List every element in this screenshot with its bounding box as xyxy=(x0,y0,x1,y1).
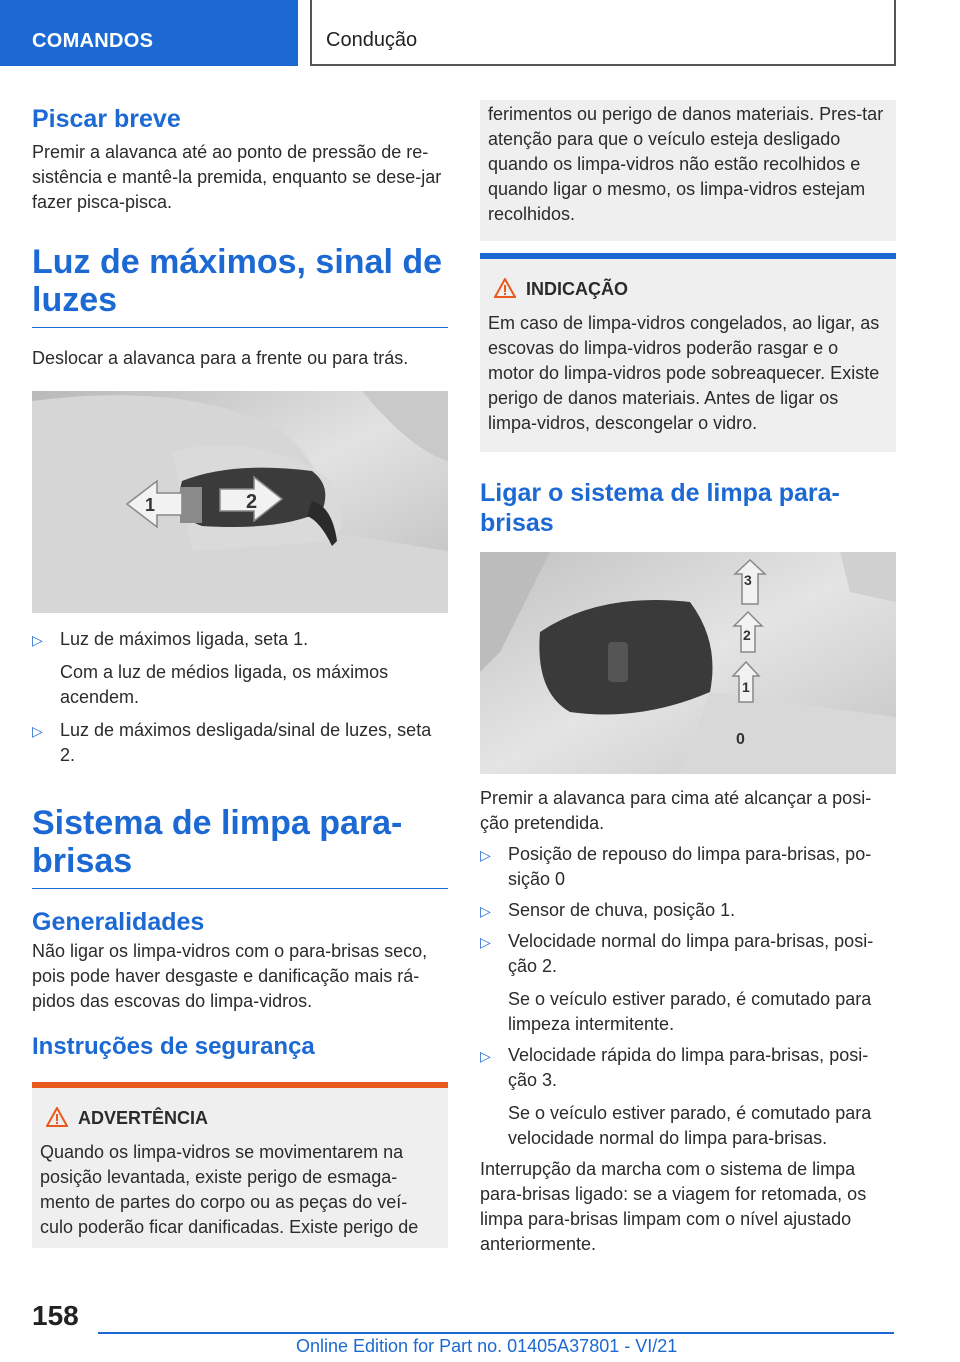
triangle-bullet-icon: ▷ xyxy=(32,632,43,648)
warning-box xyxy=(32,1082,448,1248)
warning-title: ADVERTÊNCIA xyxy=(40,1106,440,1134)
footer-divider xyxy=(98,1332,894,1334)
heading-sistema-limpa: Sistema de limpa para-brisas xyxy=(32,804,448,889)
warning-triangle-icon xyxy=(46,1107,68,1134)
warning-text-continued: ferimentos ou perigo de danos materiais. Pres-tar atenção para que o veículo esteja desligado quando os limpa-vidros não estão recolhidos e quando ligar o mesmo, os limpa-vidros estejam recolhidos. xyxy=(488,104,884,224)
lever-illustration xyxy=(32,391,448,613)
heading-instrucoes-seguranca: Instruções de segurança xyxy=(32,1033,315,1060)
paragraph-piscar-breve: Premir a alavanca até ao ponto de pressão de re-sistência e mantê-la premida, enquanto se dese-jar fazer pisca-pisca. xyxy=(32,142,442,212)
figure-wiper-lever xyxy=(480,552,896,774)
edition-footer: Online Edition for Part no. 01405A37801 - VI/21 xyxy=(296,1336,678,1356)
paragraph-generalidades: Não ligar os limpa-vidros com o para-brisas seco, pois pode haver desgaste e danificação mais rá-pidos das escovas do limpa-vidros. xyxy=(32,941,428,1011)
triangle-bullet-icon: ▷ xyxy=(480,847,491,863)
triangle-bullet-icon: ▷ xyxy=(480,934,491,950)
warning-text: Quando os limpa-vidros se movimentarem na posição levantada, existe perigo de esmaga-mento de partes do corpo ou as peças do veí-culo poderão ficar danificadas. Existe perigo de xyxy=(40,1142,419,1237)
page-header xyxy=(0,0,960,66)
position-label-2: 2 xyxy=(743,627,751,643)
warning-triangle-icon xyxy=(494,278,516,305)
paragraph-luz-maximos: Deslocar a alavanca para a frente ou para trás. xyxy=(32,348,409,368)
wiper-lever-illustration xyxy=(480,552,896,774)
heading-luz-maximos: Luz de máximos, sinal de luzes xyxy=(32,243,448,328)
list-item: ▷ Posição de repouso do limpa para-brisas, po-sição 0 xyxy=(480,844,872,889)
page-number: 158 xyxy=(32,1300,79,1331)
list-item: ▷ Luz de máximos ligada, seta 1. Com a luz de médios ligada, os máximos acendem. xyxy=(32,629,389,707)
list-item: ▷ Velocidade rápida do limpa para-brisas, posi-ção 3. Se o veículo estiver parado, é comutado para velocidade normal do limpa para-brisas. xyxy=(480,1045,872,1148)
paragraph-ligar: Premir a alavanca para cima até alcançar a posi-ção pretendida. xyxy=(480,788,872,833)
note-box xyxy=(480,253,896,452)
list-ligar xyxy=(480,842,896,1151)
heading-piscar-breve: Piscar breve xyxy=(32,105,181,133)
position-label-0: 0 xyxy=(736,731,745,748)
warning-box-continued xyxy=(480,100,896,241)
note-text: Em caso de limpa-vidros congelados, ao ligar, as escovas do limpa-vidros poderão rasgar e o motor do limpa-vidros pode sobreaquecer. Existe perigo de danos materiais. Antes de ligar os limpa-vidros, descongelar o vidro. xyxy=(488,313,880,433)
list-item: ▷ Luz de máximos desligada/sinal de luzes, seta 2. xyxy=(32,720,432,765)
triangle-bullet-icon: ▷ xyxy=(32,723,43,739)
section-tab[interactable]: COMANDOS xyxy=(0,0,298,66)
chapter-title: Condução xyxy=(310,0,896,66)
left-column xyxy=(32,100,448,1248)
figure-high-beam-lever xyxy=(32,391,448,613)
heading-generalidades: Generalidades xyxy=(32,908,205,936)
heading-ligar-sistema: Ligar o sistema de limpa para-brisas xyxy=(480,479,840,537)
list-luz-maximos xyxy=(32,627,448,768)
position-label-3: 3 xyxy=(744,572,752,588)
triangle-bullet-icon: ▷ xyxy=(480,1048,491,1064)
paragraph-interrupcao: Interrupção da marcha com o sistema de limpa para-brisas ligado: se a viagem for retomada, os limpa para-brisas limpam com o nível ajustado anteriormente. xyxy=(480,1159,867,1254)
arrow-label-1: 1 xyxy=(145,495,156,515)
position-label-1: 1 xyxy=(742,679,750,695)
triangle-bullet-icon: ▷ xyxy=(480,903,491,919)
arrow-label-2: 2 xyxy=(246,491,258,513)
list-item: ▷ Velocidade normal do limpa para-brisas, posi-ção 2. Se o veículo estiver parado, é comutado para limpeza intermitente. xyxy=(480,931,874,1034)
note-title: INDICAÇÃO xyxy=(488,277,888,305)
right-column xyxy=(480,100,896,1257)
list-item: ▷ Sensor de chuva, posição 1. xyxy=(480,898,896,923)
